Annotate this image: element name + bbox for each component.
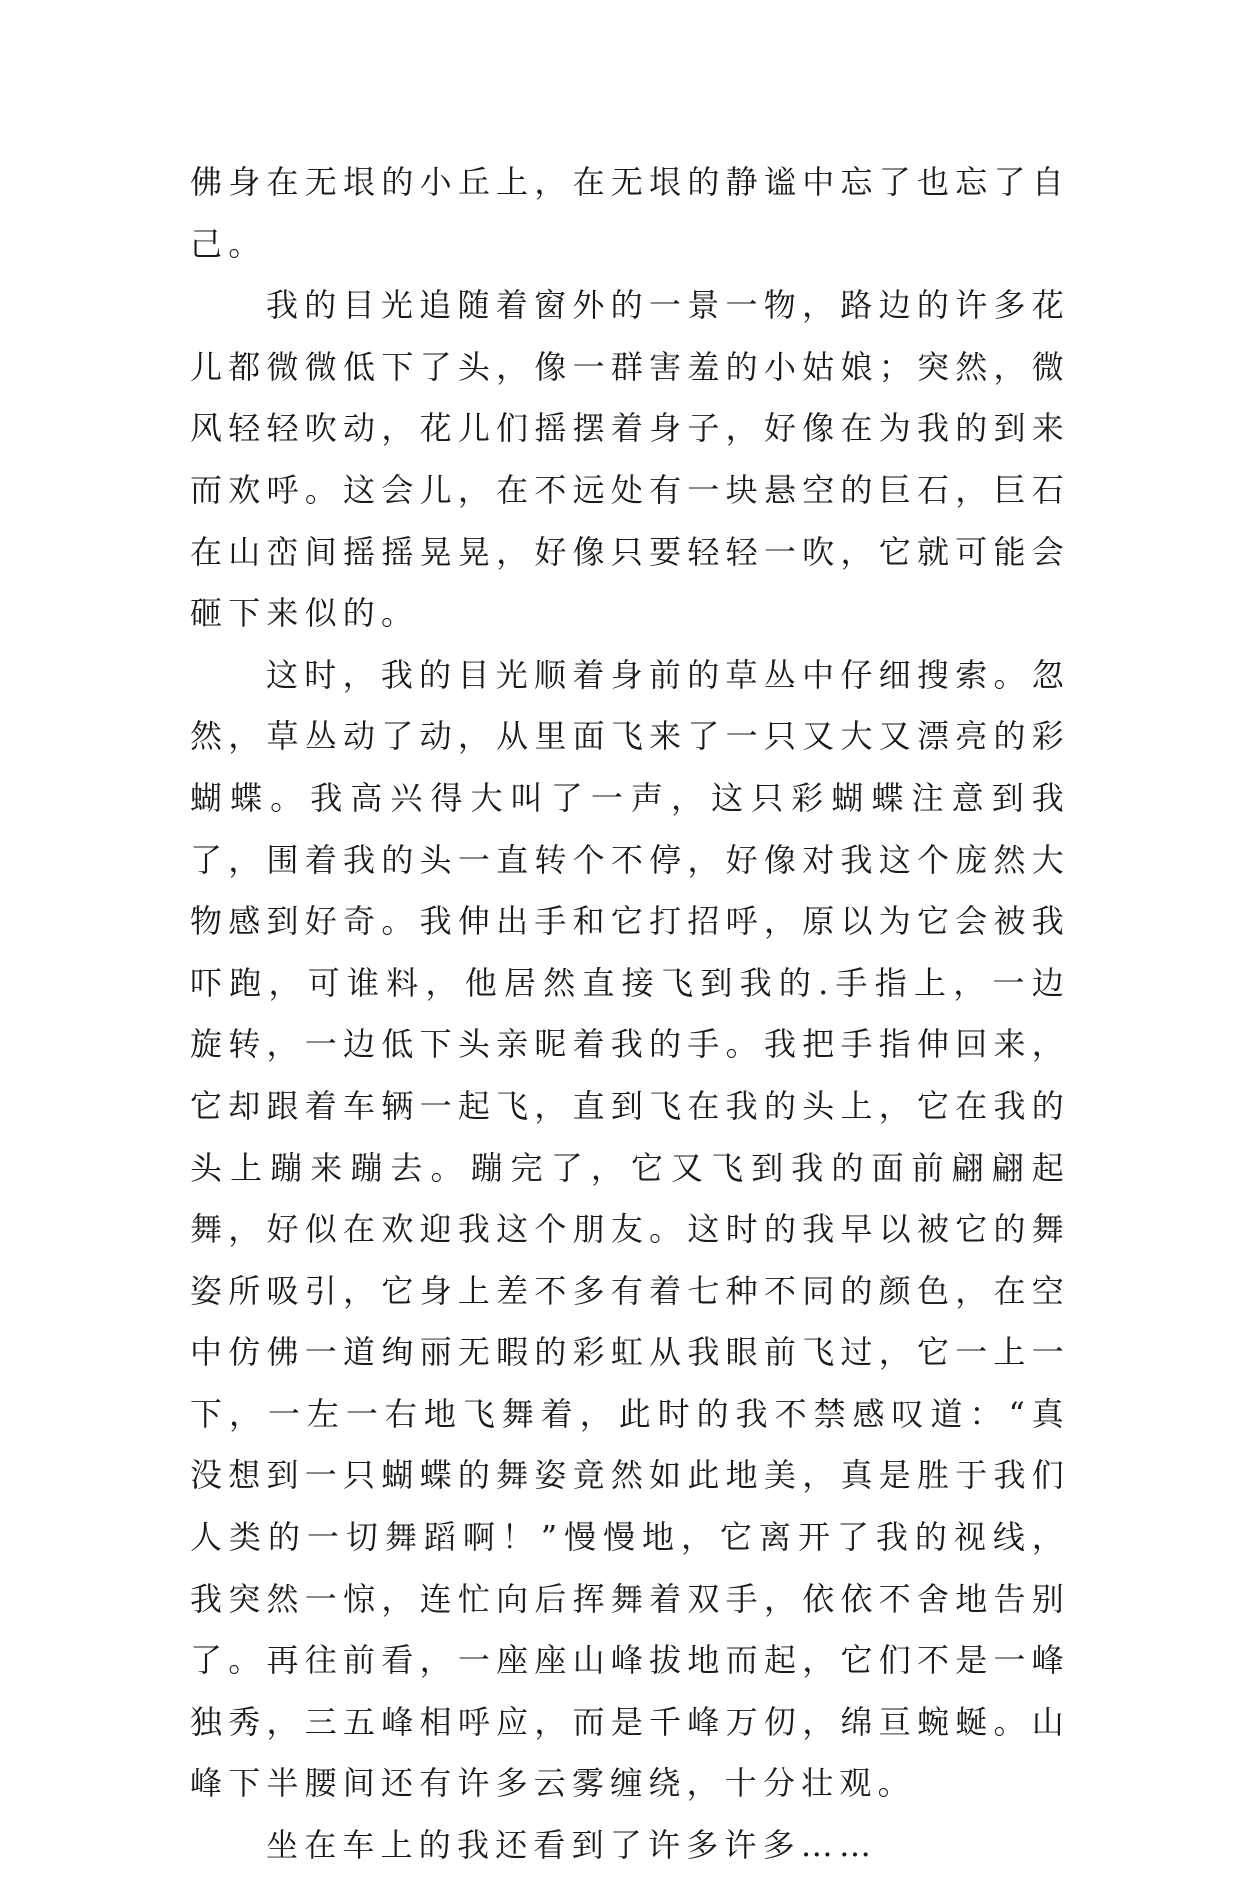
paragraph-2: 我的目光追随着窗外的一景一物，路边的许多花儿都微微低下了头，像一群害羞的小姑娘；突然，微风轻轻吹动，花儿们摇摆着身子，好像在为我的到来而欢呼。这会儿，在不远处有一块悬空的巨石，巨石在山峦间摇摇晃晃，好像只要轻轻一吹，它就可能会砸下来似的。 [190, 286, 1070, 633]
paragraph-3: 这时，我的目光顺着身前的草丛中仔细搜索。忽然，草丛动了动，从里面飞来了一只又大又漂亮的彩蝴蝶。我高兴得大叫了一声，这只彩蝴蝶注意到我了，围着我的头一直转个不停，好像对我这个庞然大物感到好奇。我伸出手和它打招呼，原以为它会被我吓跑，可谁料，他居然直接飞到我的.手指上，一边旋转，一边低下头亲昵着我的手。我把手指伸回来，它却跟着车辆一起飞，直到飞在我的头上，它在我的头上蹦来蹦去。蹦完了，它又飞到我的面前翩翩起舞，好似在欢迎我这个朋友。这时的我早以被它的舞姿所吸引，它身上差不多有着七种不同的颜色，在空中仿佛一道绚丽无暇的彩虹从我眼前飞过，它一上一下，一左一右地飞舞着，此时的我不禁感叹道：“真没想到一只蝴蝶的舞姿竟然如此地美，真是胜于我们人类的一切舞蹈啊！”慢慢地，它离开了我的视线，我突然一惊，连忙向后挥舞着双手，依依不舍地告别了。再往前看，一座座山峰拔地而起，它们不是一峰独秀，三五峰相呼应，而是千峰万仞，绵亘蜿蜒。山峰下半腰间还有许多云雾缠绕，十分壮观。 [190, 655, 1070, 1803]
body-text [190, 152, 1070, 1877]
paragraph-1: 佛身在无垠的小丘上，在无垠的静谧中忘了也忘了自己。 [190, 163, 1070, 263]
paragraph-4: 坐在车上的我还看到了许多许多…… [266, 1826, 878, 1865]
